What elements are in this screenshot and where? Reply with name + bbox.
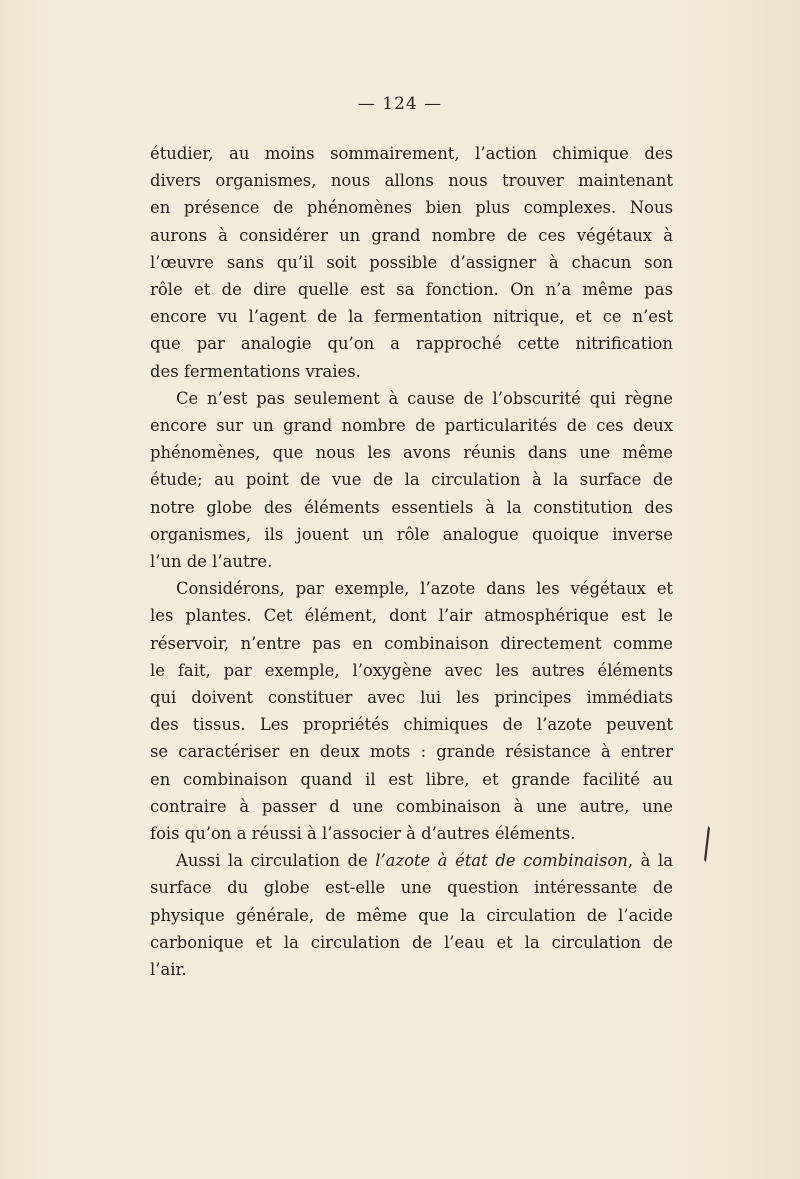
text-line: fois qu’on a réussi à l’associer à d’autres éléments. bbox=[150, 824, 576, 844]
text-run: Aussi la circulation de bbox=[176, 851, 376, 871]
text-line: les plantes. Cet élément, dont l’air atmosphérique est le bbox=[150, 606, 673, 626]
text-line: étudier, au moins sommairement, l’action chimique des bbox=[150, 144, 673, 163]
text-line: en combinaison quand il est libre, et grande facilité au bbox=[150, 769, 673, 789]
text-line: notre globe des éléments essentiels à la constitution des bbox=[150, 497, 673, 517]
text-line: l’un de l’autre. bbox=[150, 552, 273, 572]
text-line: des tissus. Les propriétés chimiques de l’azote peuvent bbox=[150, 715, 673, 735]
text-line: l’œuvre sans qu’il soit possible d’assigner à chacun son bbox=[150, 252, 673, 272]
text-line: organismes, ils jouent un rôle analogue quoique inverse bbox=[150, 524, 673, 544]
text-line: aurons à considérer un grand nombre de ces végétaux à bbox=[150, 225, 673, 245]
body-text bbox=[150, 140, 673, 983]
text-line: Considérons, par exemple, l’azote dans les végétaux et bbox=[176, 579, 673, 599]
text-line: encore sur un grand nombre de particularités de ces deux bbox=[150, 416, 673, 436]
text-line: réservoir, n’entre pas en combinaison directement comme bbox=[150, 633, 673, 653]
text-line: que par analogie qu’on a rapproché cette nitrification bbox=[150, 334, 673, 354]
text-line: le fait, par exemple, l’oxygène avec les autres éléments bbox=[150, 660, 673, 680]
page-number: — 124 — bbox=[357, 94, 443, 114]
text-line: rôle et de dire quelle est sa fonction. On n’a même pas bbox=[150, 280, 673, 300]
text-line: surface du globe est-elle une question intéressante de bbox=[150, 878, 673, 898]
text-line: carbonique et la circulation de l’eau et la circulation de bbox=[150, 932, 673, 952]
text-line: qui doivent constituer avec lui les principes immédiats bbox=[150, 688, 673, 708]
paragraph-3 bbox=[150, 575, 673, 847]
text-line: contraire à passer d une combinaison à une autre, une bbox=[150, 796, 673, 816]
margin-pencil-mark bbox=[704, 826, 710, 862]
text-line: divers organismes, nous allons nous trouver maintenant bbox=[150, 171, 673, 191]
italic-term: l’azote à état de combinaison bbox=[375, 851, 628, 871]
text-line: en présence de phénomènes bien plus complexes. Nous bbox=[150, 198, 673, 218]
text-line bbox=[150, 847, 673, 874]
paragraph-2 bbox=[150, 385, 673, 575]
text-line: Ce n’est pas seulement à cause de l’obscurité qui règne bbox=[176, 388, 673, 408]
text-line: étude; au point de vue de la circulation à la surface de bbox=[150, 470, 673, 490]
text-line: encore vu l’agent de la fermentation nitrique, et ce n’est bbox=[150, 307, 673, 327]
text-line: des fermentations vraies. bbox=[150, 361, 361, 381]
text-line: l’air. bbox=[150, 960, 187, 980]
text-run: , à la bbox=[627, 851, 673, 871]
text-line: phénomènes, que nous les avons réunis dans une même bbox=[150, 443, 673, 463]
paragraph-4 bbox=[150, 847, 673, 983]
paragraph-1 bbox=[150, 140, 673, 385]
text-line: se caractériser en deux mots : grande résistance à entrer bbox=[150, 742, 673, 762]
text-line: physique générale, de même que la circulation de l’acide bbox=[150, 905, 673, 925]
